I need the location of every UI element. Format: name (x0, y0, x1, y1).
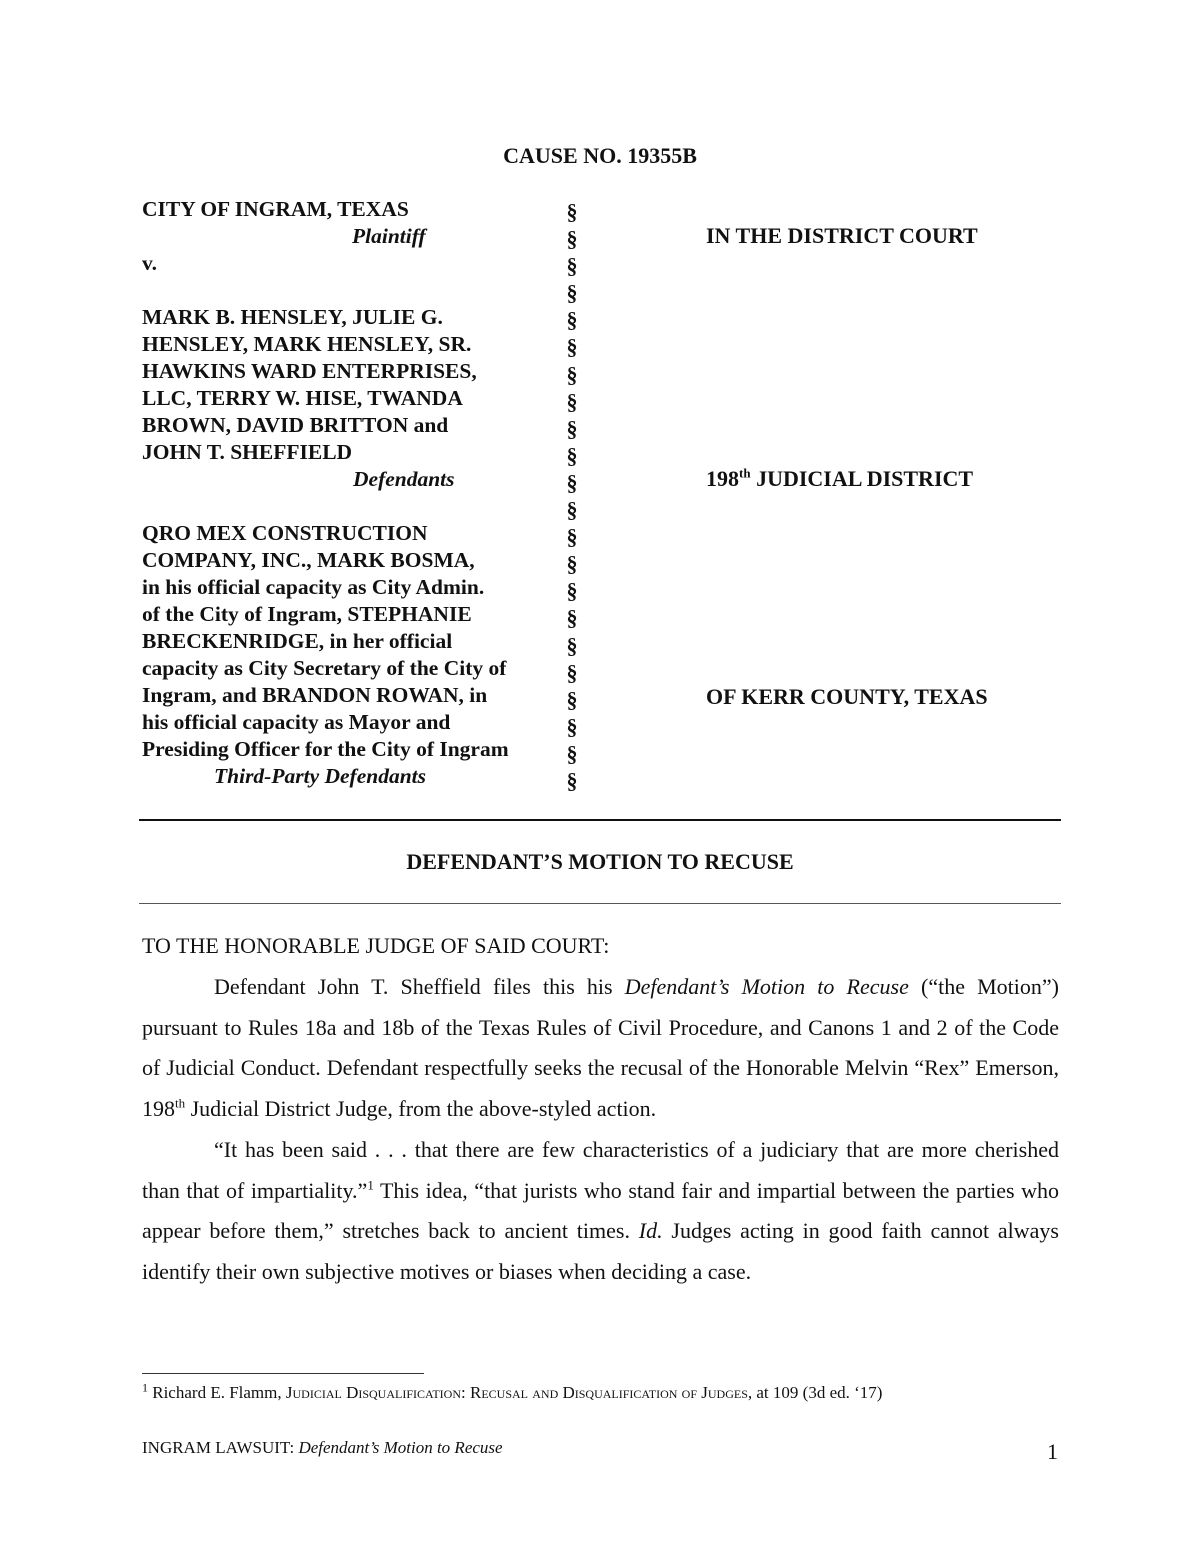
para2-text-b: This idea, “that jurists who stand fair and impartial between the parties who appear before them,” stretches back to ancient times. (142, 1177, 1060, 1244)
section-symbol: § (566, 334, 578, 360)
third-party-line: BRECKENRIDGE, in her official (142, 629, 453, 653)
defendants-line: HAWKINS WARD ENTERPRISES, (142, 359, 477, 383)
page-number: 1 (1047, 1439, 1058, 1464)
plaintiff-block (142, 196, 552, 277)
defendants-line: JOHN T. SHEFFIELD (142, 440, 353, 464)
section-symbol: § (566, 361, 578, 387)
section-symbol: § (566, 551, 578, 577)
third-party-role: Third-Party Defendants (214, 764, 427, 788)
third-party-line: capacity as City Secretary of the City of (142, 656, 507, 680)
para1-ordinal: th (175, 1095, 186, 1111)
section-symbol: § (566, 659, 578, 685)
plaintiff-name: CITY OF INGRAM, TEXAS (142, 197, 409, 221)
county-name: OF KERR COUNTY, TEXAS (706, 684, 988, 709)
court-name: IN THE DISTRICT COURT (706, 223, 978, 248)
defendants-line: BROWN, DAVID BRITTON and (142, 413, 449, 437)
cause-number: CAUSE NO. 19355B (503, 143, 697, 168)
footnote (142, 1380, 1062, 1403)
section-symbol: § (566, 686, 578, 712)
section-symbol: § (566, 280, 578, 306)
footnote-citation: , at 109 (3d ed. ‘17) (747, 1383, 883, 1402)
caption-divider-thick (139, 819, 1061, 821)
para1-text-b: (“the Motion”) pursuant to Rules 18a and 18b of the Texas Rules of Civil Procedure, and Canons 1 and 2 of the Code of Judicial Conduct. Defendant respectfully seeks the recusal of the Honorable Melvin “Rex” Emerson, 198 (142, 974, 1059, 1122)
section-symbol: § (566, 469, 578, 495)
section-symbol: § (566, 226, 578, 252)
para2-italic: Id. (638, 1218, 663, 1244)
footnote-reference[interactable]: 1 (367, 1177, 374, 1193)
district-label: JUDICIAL DISTRICT (750, 466, 974, 491)
third-party-line: QRO MEX CONSTRUCTION (142, 521, 428, 545)
versus-label: v. (142, 251, 157, 275)
title-divider-thin (139, 903, 1061, 904)
para1-text-c: Judicial District Judge, from the above-styled action. (185, 1096, 657, 1122)
paragraph-1 (142, 967, 1059, 1130)
section-symbol: § (566, 253, 578, 279)
section-symbol: § (566, 713, 578, 739)
third-party-line: in his official capacity as City Admin. (142, 575, 485, 599)
footnote-separator (142, 1373, 424, 1374)
defendants-line: MARK B. HENSLEY, JULIE G. (142, 305, 443, 329)
para2-text-c: Judges acting in good faith cannot always identify their own subjective motives or biases when deciding a case. (142, 1218, 1059, 1284)
judicial-district (706, 466, 973, 492)
footer-label: INGRAM LAWSUIT: (142, 1438, 299, 1457)
district-number: 198 (706, 466, 739, 491)
footer-title: Defendant’s Motion to Recuse (298, 1438, 503, 1457)
third-party-line: Ingram, and BRANDON ROWAN, in (142, 683, 488, 707)
para1-italic: Defendant’s Motion to Recuse (624, 974, 909, 999)
section-symbol-column (562, 198, 582, 794)
section-symbol: § (566, 632, 578, 658)
defendants-line: HENSLEY, MARK HENSLEY, SR. (142, 332, 472, 356)
footnote-author: Richard E. Flamm, (152, 1383, 286, 1402)
section-symbol: § (566, 307, 578, 333)
section-symbol: § (566, 767, 578, 793)
third-party-line: COMPANY, INC., MARK BOSMA, (142, 548, 475, 572)
defendants-role: Defendants (353, 467, 455, 491)
para1-text-a: Defendant John T. Sheffield files this his (214, 974, 625, 999)
page-footer (142, 1438, 503, 1458)
salutation: TO THE HONORABLE JUDGE OF SAID COURT: (142, 933, 610, 958)
section-symbol: § (566, 199, 578, 224)
section-symbol: § (566, 578, 578, 604)
para2-text-a: “It has been said . . . that there are few characteristics of a judiciary that are more cherished than that of impartiality.” (142, 1136, 1059, 1203)
section-symbol: § (566, 415, 578, 441)
footnote-number: 1 (142, 1380, 148, 1395)
body (142, 967, 1059, 1293)
section-symbol: § (566, 605, 578, 631)
plaintiff-role: Plaintiff (352, 224, 426, 248)
section-symbol: § (566, 524, 578, 550)
district-ordinal: th (739, 465, 751, 481)
third-party-line: his official capacity as Mayor and (142, 710, 451, 734)
third-party-line: Presiding Officer for the City of Ingram (142, 737, 509, 761)
motion-title: DEFENDANT’S MOTION TO RECUSE (406, 849, 794, 874)
section-symbol: § (566, 442, 578, 468)
footnote-title: Judicial Disqualification: Recusal and Disqualification of Judges (285, 1383, 748, 1402)
defendants-block (142, 304, 552, 493)
paragraph-2 (142, 1130, 1059, 1293)
section-symbol: § (566, 388, 578, 414)
section-symbol: § (566, 497, 578, 523)
third-party-block (142, 520, 554, 790)
section-symbol: § (566, 740, 578, 766)
third-party-line: of the City of Ingram, STEPHANIE (142, 602, 472, 626)
defendants-line: LLC, TERRY W. HISE, TWANDA (142, 386, 463, 410)
